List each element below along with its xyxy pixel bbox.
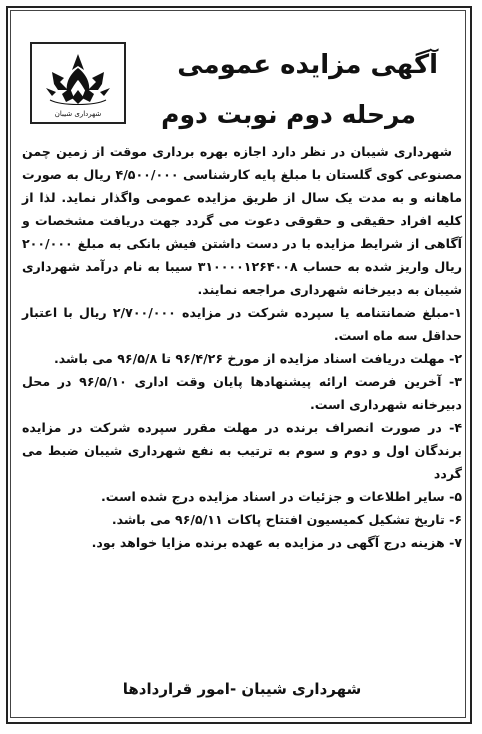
notice-title: آگهی مزایده عمومی — [177, 50, 438, 80]
notice-intro: شهرداری شیبان در نظر دارد اجازه بهره برداری موقت از زمین چمن مصنوعی کوی گلستان با مبلغ پایه کارشناسی ۴/۵۰۰/۰۰۰ ریال به صورت ماهانه و به مدت یک سال از طریق مزایده عمومی واگذار نماید. لذا از کلیه افراد حقیقی و حقوقی دعوت می گردد جهت دریافت مشخصات و آگاهی از شرایط مزایده با در دست داشتن فیش بانکی به مبلغ ۲۰۰/۰۰۰ ریال واریز شده به حساب ۳۱۰۰۰۰۱۲۶۴۰۰۸ سیبا به نام درآمد شهرداری شیبان به دبیرخانه شهرداری مراجعه نمایند. — [22, 144, 463, 297]
notice-item-5: ۵- سایر اطلاعات و جزئیات در اسناد مزایده درج شده است. — [101, 489, 462, 504]
svg-text:شهرداری شیبان: شهرداری شیبان — [54, 110, 102, 118]
notice-item-7: ۷- هزینه درج آگهی در مزایده به عهده برنده مزایا خواهد بود. — [91, 535, 462, 550]
notice-item-4: ۴- در صورت انصراف برنده در مهلت مقرر سپرده شرکت در مزایده برندگان اول و دوم و سوم به ترتیب به نفع شهرداری شیبان ضبط می گردد — [22, 420, 462, 481]
notice-item-3: ۳- آخرین فرصت ارائه پیشنهادها پایان وقت اداری ۹۶/۵/۱۰ در محل دبیرخانه شهرداری است. — [22, 374, 462, 412]
notice-signature: شهرداری شیبان -امور قراردادها — [122, 680, 362, 698]
logo-emblem-icon — [32, 44, 124, 122]
notice-item-2: ۲- مهلت دریافت اسناد مزایده از مورخ ۹۶/۴/۲۶ تا ۹۶/۵/۸ می باشد. — [54, 351, 462, 366]
notice-header — [14, 12, 464, 136]
notice-item-6: ۶- تاریخ تشکیل کمیسیون افتتاح پاکات ۹۶/۵/۱۱ می باشد. — [111, 512, 462, 527]
notice-body — [22, 140, 462, 554]
notice-subtitle: مرحله دوم نوبت دوم — [161, 100, 416, 129]
notice-item-1: ۱-مبلغ ضمانتنامه یا سپرده شرکت در مزایده ۲/۷۰۰/۰۰۰ ریال با اعتبار حداقل سه ماه است. — [22, 305, 462, 343]
municipality-logo — [30, 42, 126, 124]
